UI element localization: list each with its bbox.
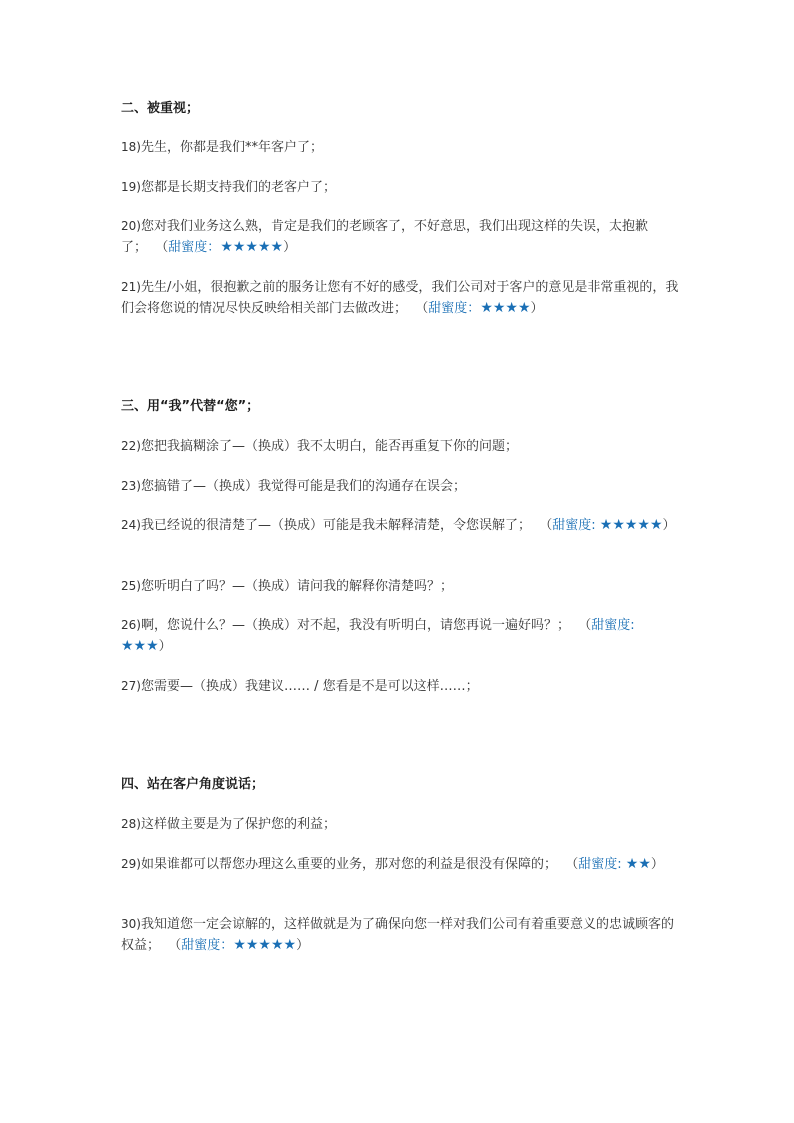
rating-open: （ xyxy=(168,938,182,953)
list-item xyxy=(121,914,681,956)
item-number: 29) xyxy=(121,857,141,871)
rating-label: 甜蜜度: xyxy=(578,857,626,872)
rating-open: （ xyxy=(578,618,592,633)
item-number: 24) xyxy=(121,518,141,532)
item-text: 先生，你都是我们**年客户了； xyxy=(140,140,323,155)
item-text: 啊，您说什么？—（换成）对不起，我没有听明白，请您再说一遍好吗？； xyxy=(140,618,570,633)
rating-close: ） xyxy=(650,857,664,872)
item-text: 您需要—（换成）我建议…… / 您看是不是可以这样……； xyxy=(140,679,479,694)
list-item xyxy=(121,216,681,258)
item-number: 20) xyxy=(121,219,141,233)
star-icon: ★★★★ xyxy=(480,300,531,316)
star-icon: ★★ xyxy=(625,856,651,872)
item-number: 23) xyxy=(121,479,141,493)
list-item xyxy=(121,436,681,457)
list-item xyxy=(121,515,681,536)
item-number: 26) xyxy=(121,618,141,632)
rating-close: ） xyxy=(530,301,544,316)
item-text: 您搞错了—（换成）我觉得可能是我们的沟通存在误会； xyxy=(140,479,466,494)
section-heading: 二、被重视； xyxy=(121,101,200,116)
rating-label: 甜蜜度: xyxy=(591,618,635,633)
item-number: 22) xyxy=(121,439,141,453)
rating-close: ） xyxy=(662,518,676,533)
item-text: 您对我们业务这么熟，肯定是我们的老顾客了，不好意思，我们出现这样的失误，太抱歉了； xyxy=(121,219,648,255)
rating-close: ） xyxy=(283,240,297,255)
item-number: 18) xyxy=(121,140,141,154)
list-item xyxy=(121,137,681,158)
rating-open: （ xyxy=(415,301,429,316)
star-icon: ★★★★★ xyxy=(220,239,284,255)
star-icon: ★★★ xyxy=(121,638,159,654)
item-text: 如果谁都可以帮您办理这么重要的业务，那对您的利益是很没有保障的； xyxy=(140,857,557,872)
star-icon: ★★★★★ xyxy=(599,517,663,533)
rating-close: ） xyxy=(158,639,172,654)
rating-label: 甜蜜度： xyxy=(181,938,234,953)
rating-label: 甜蜜度: xyxy=(552,518,600,533)
item-text: 先生/小姐，很抱歉之前的服务让您有不好的感受，我们公司对于客户的意见是非常重视的，我们会将您说的情况尽快反映给相关部门去做改进； xyxy=(121,280,679,316)
item-text: 您听明白了吗？—（换成）请问我的解释你清楚吗？； xyxy=(140,579,453,594)
sweetness-rating xyxy=(168,938,309,953)
list-item xyxy=(121,854,681,875)
item-number: 28) xyxy=(121,817,141,831)
list-item xyxy=(121,576,681,597)
star-icon: ★★★★★ xyxy=(233,937,297,953)
item-number: 25) xyxy=(121,579,141,593)
rating-close: ） xyxy=(296,938,310,953)
item-text: 我知道您一定会谅解的，这样做就是为了确保向您一样对我们公司有着重要意义的忠诚顾客的权益； xyxy=(121,917,674,953)
item-text: 我已经说的很清楚了—（换成）可能是我未解释清楚，令您误解了； xyxy=(140,518,531,533)
section-heading: 四、站在客户角度说话； xyxy=(121,777,265,792)
item-text: 您把我搞糊涂了—（换成）我不太明白，能否再重复下你的问题； xyxy=(140,439,518,454)
item-number: 27) xyxy=(121,679,141,693)
list-item xyxy=(121,177,681,198)
item-number: 19) xyxy=(121,180,141,194)
rating-label: 甜蜜度： xyxy=(168,240,221,255)
rating-open: （ xyxy=(155,240,169,255)
list-item xyxy=(121,277,681,319)
item-number: 21) xyxy=(121,280,141,294)
sweetness-rating xyxy=(155,240,296,255)
list-item xyxy=(121,476,681,497)
list-item xyxy=(121,615,681,657)
rating-label: 甜蜜度： xyxy=(428,301,481,316)
rating-open: （ xyxy=(565,857,579,872)
item-text: 您都是长期支持我们的老客户了； xyxy=(140,180,336,195)
item-text: 这样做主要是为了保护您的利益； xyxy=(140,817,336,832)
sweetness-rating xyxy=(415,301,543,316)
rating-open: （ xyxy=(539,518,553,533)
item-number: 30) xyxy=(121,917,141,931)
list-item xyxy=(121,814,681,835)
section-heading: 三、用“我”代替“您”； xyxy=(121,399,260,414)
list-item xyxy=(121,676,681,697)
